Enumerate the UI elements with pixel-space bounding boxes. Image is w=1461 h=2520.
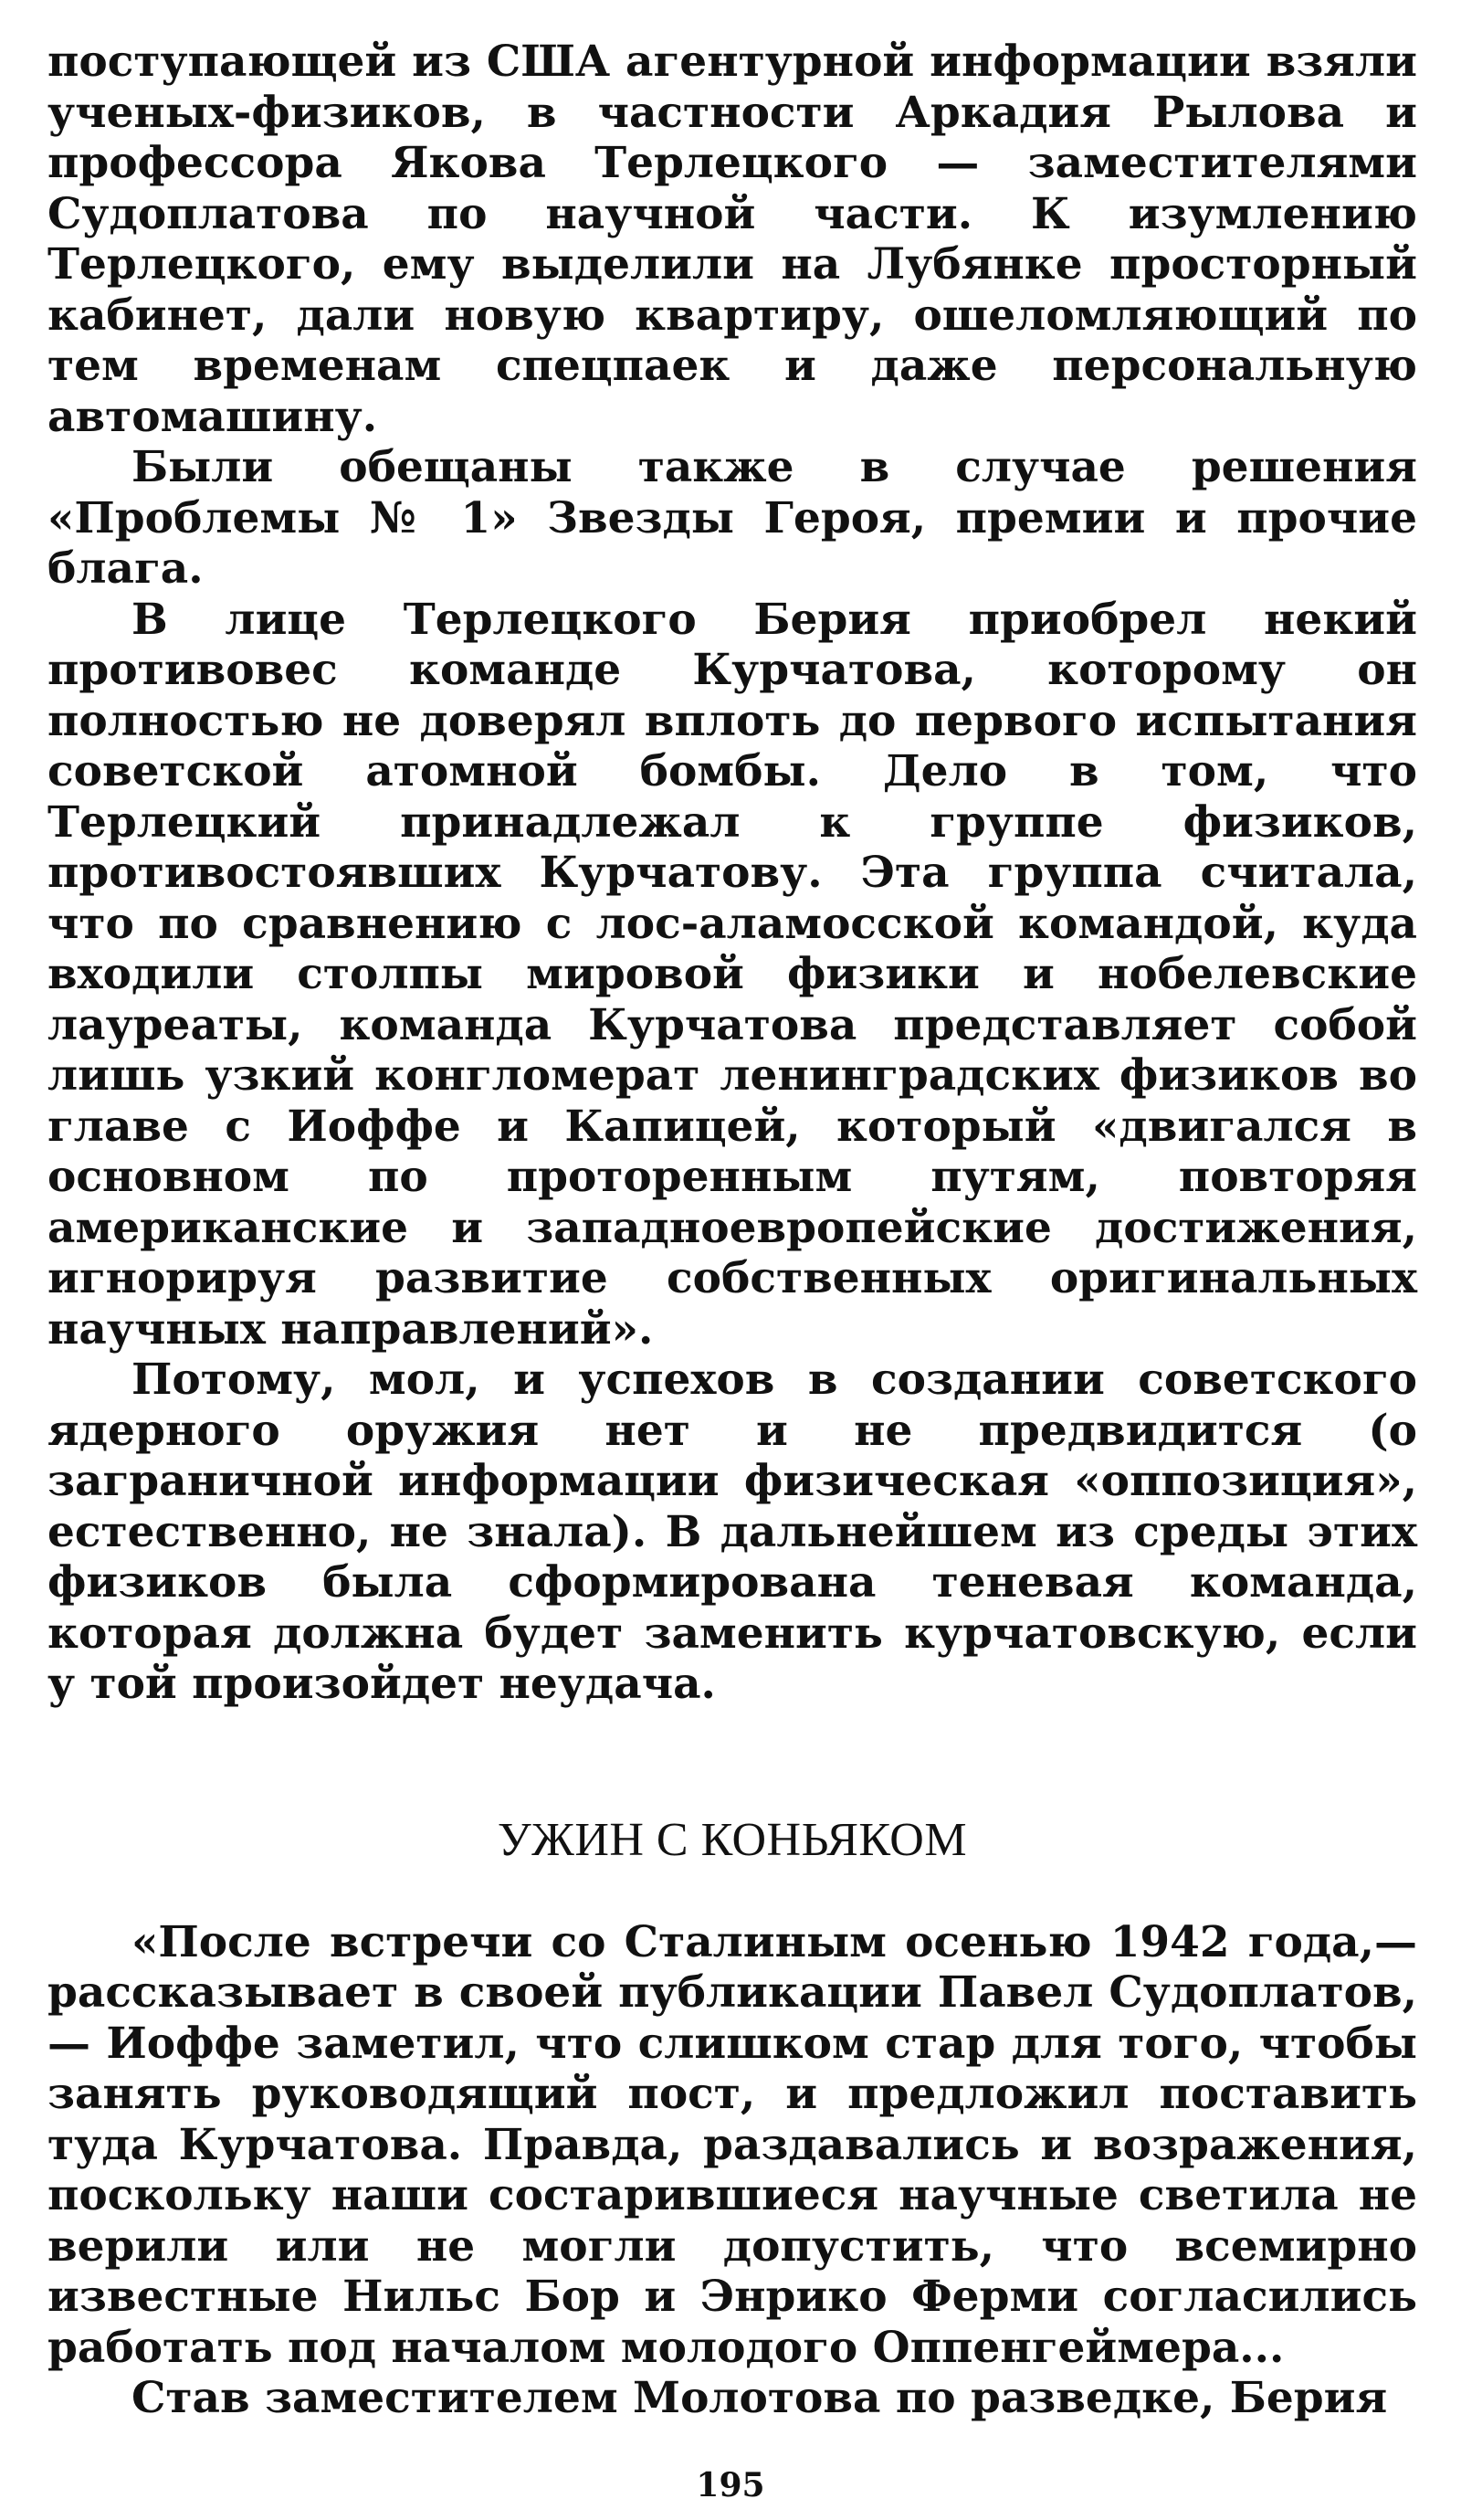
page-body xyxy=(47,37,1417,2424)
paragraph-4: Потому, мол, и успехов в создании советского ядерного оружия нет и не предвидится (о заграничной информации физическая «оппозиция», естественно, не знала). В дальнейшем из среды этих физиков была сформирована теневая команда, которая должна будет заменить курчатовскую, если у той произойдет неудача. xyxy=(47,1355,1417,1709)
paragraph-5: «После встречи со Сталиным осенью 1942 года,— рассказывает в своей публикации Павел Судоплатов,— Иоффе заметил, что слишком стар для того, чтобы занять руководящий пост, и предложил поставить туда Курчатова. Правда, раздавались и возражения, поскольку наши состарившиеся научные светила не верили или не могли допустить, что всемирно известные Нильс Бор и Энрико Ферми согласились работать под началом молодого Оппенгеймера... xyxy=(47,1916,1417,2373)
page-number: 195 xyxy=(696,2466,765,2504)
paragraph-2: Были обещаны также в случае решения «Проблемы № 1» Звезды Героя, премии и прочие блага. xyxy=(47,442,1417,594)
section-heading: УЖИН С КОНЬЯКОМ xyxy=(497,1813,968,1866)
paragraph-6: Став заместителем Молотова по разведке, Берия xyxy=(131,2373,1388,2423)
paragraph-1: поступающей из США агентурной информации взяли ученых-физиков, в частности Аркадия Рылова и профессора Якова Терлецкого — заместителями Судоплатова по научной части. К изумлению Терлецкого, ему выделили на Лубянке просторный кабинет, дали новую квартиру, ошеломляющий по тем временам спецпаек и даже персональную автомашину. xyxy=(47,37,1417,442)
paragraph-3: В лице Терлецкого Берия приобрел некий противовес команде Курчатова, которому он полностью не доверял вплоть до первого испытания советской атомной бомбы. Дело в том, что Терлецкий принадлежал к группе физиков, противостоявших Курчатову. Эта группа считала, что по сравнению с лос-аламосской командой, куда входили столпы мировой физики и нобелевские лауреаты, команда Курчатова представляет собой лишь узкий конгломерат ленинградских физиков во главе с Иоффе и Капицей, который «двигался в основном по проторенным путям, повторяя американские и западноевропейские достижения, игнорируя развитие собственных оригинальных научных направлений». xyxy=(47,594,1417,1355)
